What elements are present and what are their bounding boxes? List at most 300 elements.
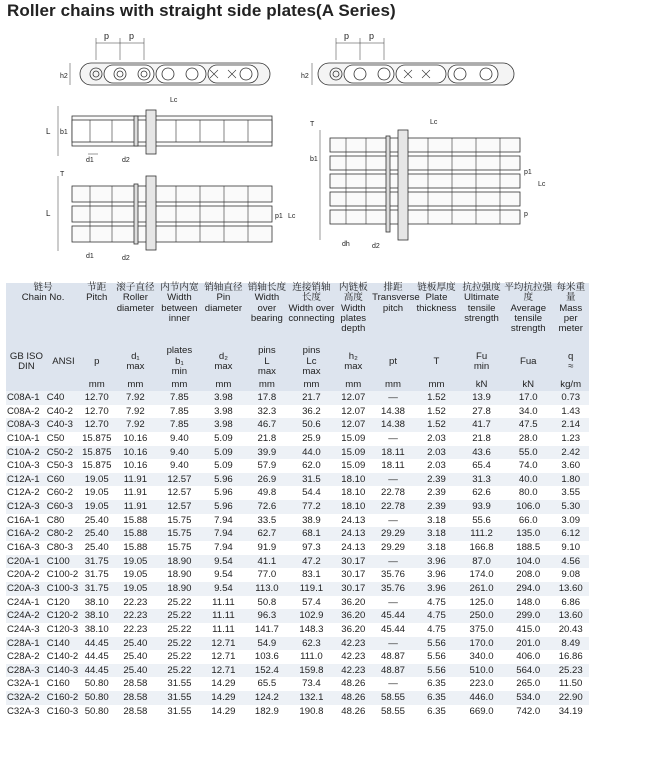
table-cell: 30.17 — [335, 582, 373, 596]
table-cell: 6.35 — [414, 677, 459, 691]
table-cell: 19.05 — [113, 582, 157, 596]
table-cell: 3.18 — [414, 514, 459, 528]
chain-no-gb-cell: C08A-2 — [6, 405, 47, 419]
table-cell: 669.0 — [459, 705, 504, 719]
symbol: Fu — [475, 350, 488, 362]
table-cell: 201.0 — [504, 637, 552, 651]
chain-no-gb-cell: C12A-3 — [6, 500, 47, 514]
table-cell: 261.0 — [459, 582, 504, 596]
table-cell: 7.85 — [157, 418, 201, 432]
label-d1: d1 — [86, 157, 94, 164]
table-cell: 87.0 — [459, 555, 504, 569]
header-chain-no — [6, 283, 80, 346]
table-cell: 5.09 — [201, 432, 245, 446]
label-T: T — [60, 171, 65, 178]
table-cell: 77.2 — [288, 500, 334, 514]
header-en: Chain No. — [21, 292, 65, 304]
table-cell: 6.35 — [414, 691, 459, 705]
header-zh: 销轴直径 — [204, 282, 243, 293]
table-cell: 188.5 — [504, 541, 552, 555]
label-Lc: Lc — [170, 97, 178, 104]
table-cell: 125.0 — [459, 596, 504, 610]
table-cell: 18.11 — [372, 459, 414, 473]
symbol-sub: max — [257, 366, 276, 378]
top-view-simplex — [46, 97, 272, 164]
table-cell: 83.1 — [288, 568, 334, 582]
table-cell: 3.98 — [201, 405, 245, 419]
table-cell: 22.23 — [113, 596, 157, 610]
table-cell: 7.85 — [157, 405, 201, 419]
table-cell: 2.39 — [414, 486, 459, 500]
table-cell: 12.70 — [80, 391, 113, 405]
header-zh: 滚子直径 — [116, 282, 155, 293]
table-cell: 38.10 — [80, 596, 113, 610]
table-cell: 31.55 — [157, 705, 201, 719]
table-cell: 6.12 — [552, 527, 589, 541]
symbol-sub: ≈ — [568, 361, 574, 372]
table-cell: 111.2 — [459, 527, 504, 541]
table-row — [6, 691, 589, 705]
table-cell: 49.8 — [245, 486, 288, 500]
table-cell: 9.40 — [157, 446, 201, 460]
table-cell: 3.55 — [552, 486, 589, 500]
header-mass-per-meter — [552, 283, 589, 346]
chain-no-ansi-cell: C140-3 — [46, 664, 79, 676]
table-row — [6, 418, 589, 432]
chain-no-gb-cell: C20A-3 — [6, 582, 47, 596]
table-cell: 6.86 — [552, 596, 589, 610]
table-cell: 174.0 — [459, 568, 504, 582]
chain-no-ansi-cell: C60-2 — [47, 486, 80, 500]
symbol: h₂ — [348, 350, 358, 362]
table-cell: 11.11 — [201, 623, 245, 637]
label-p1: p1 — [524, 169, 532, 176]
symbol-sub: max — [214, 361, 233, 372]
header-en: Width plates depth — [340, 302, 367, 335]
chain-no-ansi-cell: C60-3 — [47, 500, 80, 514]
table-cell: 38.9 — [288, 514, 334, 528]
table-cell: 21.8 — [245, 432, 288, 446]
table-cell: 446.0 — [459, 691, 504, 705]
table-cell: 10.16 — [113, 459, 157, 473]
header-row-symbols — [6, 346, 589, 378]
table-cell: 159.8 — [288, 664, 334, 678]
table-cell: 26.9 — [245, 473, 288, 487]
table-cell: 55.0 — [504, 446, 552, 460]
table-row — [6, 459, 589, 473]
symbol-cell — [245, 346, 288, 378]
symbol-cell — [372, 346, 414, 378]
table-cell: 24.13 — [335, 541, 373, 555]
table-row — [6, 664, 589, 678]
chain-no-ansi-cell: C100-2 — [46, 569, 79, 581]
header-en: Transverse pitch — [372, 292, 420, 314]
table-cell: 57.9 — [245, 459, 288, 473]
table-row — [6, 432, 589, 446]
chain-no-ansi-cell: C50-2 — [47, 446, 80, 460]
table-cell: 3.96 — [414, 582, 459, 596]
label-b1: b1 — [60, 129, 68, 136]
table-cell: 18.10 — [335, 473, 373, 487]
header-zh: 内节内宽 — [160, 282, 199, 293]
table-cell: 31.75 — [80, 568, 113, 582]
table-row — [6, 637, 589, 651]
symbol-cell — [113, 346, 157, 378]
table-cell: 45.44 — [372, 609, 414, 623]
symbol: T — [433, 355, 440, 367]
chain-no-ansi-cell: C140 — [47, 637, 80, 651]
top-view-duplex — [46, 171, 296, 262]
header-zh: 内链板高度 — [338, 282, 368, 304]
table-cell: 5.56 — [414, 637, 459, 651]
chain-no-gb-cell: C12A-2 — [6, 486, 47, 500]
table-row — [6, 391, 589, 405]
symbol-top: pins — [302, 345, 321, 357]
label-Lc: Lc — [288, 213, 296, 220]
table-cell: 11.11 — [201, 609, 245, 623]
table-cell: 1.52 — [414, 418, 459, 432]
table-cell: 12.57 — [157, 473, 201, 487]
table-cell: 42.23 — [335, 664, 373, 678]
table-cell: 12.70 — [80, 418, 113, 432]
table-cell: 47.2 — [288, 555, 334, 569]
table-cell: 18.90 — [157, 555, 201, 569]
table-row — [6, 541, 589, 555]
table-cell: 36.20 — [335, 623, 373, 637]
table-cell: 4.75 — [414, 596, 459, 610]
table-cell: 25.22 — [157, 637, 201, 651]
table-cell: 22.23 — [113, 623, 157, 637]
symbol-cell — [288, 346, 334, 378]
table-cell: 38.10 — [80, 609, 113, 623]
table-cell: 510.0 — [459, 664, 504, 678]
table-cell: 3.96 — [414, 555, 459, 569]
table-row — [6, 623, 589, 637]
table-cell: 28.58 — [113, 677, 157, 691]
chain-no-gb-cell: C08A-1 — [6, 391, 47, 405]
table-cell: 19.05 — [80, 473, 113, 487]
table-cell: 11.50 — [552, 677, 589, 691]
table-cell: 3.09 — [552, 514, 589, 528]
header-connecting-pin-length — [288, 283, 334, 346]
table-row — [6, 514, 589, 528]
table-cell: 2.39 — [414, 500, 459, 514]
table-cell: 2.03 — [414, 459, 459, 473]
chain-no-gb-cell: C16A-2 — [6, 527, 47, 541]
symbol-sub: max — [126, 361, 145, 372]
table-cell: 12.07 — [335, 418, 373, 432]
symbol-cell — [504, 346, 552, 378]
chain-no-gb-cell: C12A-1 — [6, 473, 47, 487]
label-p: p — [104, 31, 110, 41]
chain-no-ansi-cell: C100-3 — [46, 582, 79, 594]
table-cell: 5.30 — [552, 500, 589, 514]
table-cell: 148.0 — [504, 596, 552, 610]
table-cell: 5.96 — [201, 500, 245, 514]
table-row — [6, 500, 589, 514]
table-cell: 62.7 — [245, 527, 288, 541]
table-cell: 24.13 — [335, 527, 373, 541]
table-cell: 166.8 — [459, 541, 504, 555]
table-cell: 29.29 — [372, 527, 414, 541]
table-cell: 48.26 — [335, 705, 373, 719]
unit-cell: mm — [201, 378, 245, 391]
table-cell: 12.07 — [335, 391, 373, 405]
table-cell: 15.09 — [335, 459, 373, 473]
label-p: p — [129, 31, 135, 41]
side-view-simplex — [60, 31, 270, 85]
table-cell: 148.3 — [288, 623, 334, 637]
table-cell: 57.4 — [288, 596, 334, 610]
table-cell: 40.0 — [504, 473, 552, 487]
table-cell: 11.91 — [113, 486, 157, 500]
table-cell: 55.6 — [459, 514, 504, 528]
table-cell: 32.3 — [245, 405, 288, 419]
table-cell: 5.56 — [414, 650, 459, 664]
table-cell: 17.8 — [245, 391, 288, 405]
table-cell: 18.90 — [157, 582, 201, 596]
chain-no-gb-cell: C32A-3 — [6, 705, 47, 719]
table-cell: 5.56 — [414, 664, 459, 678]
symbol: p — [94, 355, 100, 367]
label-Lc: Lc — [538, 181, 546, 188]
table-cell: 9.10 — [552, 541, 589, 555]
table-cell: 80.0 — [504, 486, 552, 500]
table-cell: 29.29 — [372, 541, 414, 555]
table-cell: 18.90 — [157, 568, 201, 582]
table-cell: 44.0 — [288, 446, 334, 460]
label-d2: d2 — [122, 157, 130, 164]
table-cell: 22.78 — [372, 486, 414, 500]
label-p1: p1 — [275, 213, 283, 220]
table-cell: 106.0 — [504, 500, 552, 514]
table-cell: 12.71 — [201, 650, 245, 664]
symbol-cell — [552, 346, 589, 378]
table-cell: 18.10 — [335, 486, 373, 500]
header-zh: 抗拉强度 — [462, 282, 501, 293]
table-cell: 58.55 — [372, 705, 414, 719]
chain-no-gb-cell: C20A-2 — [6, 568, 47, 582]
header-en: Ultimate tensile strength — [463, 292, 500, 324]
chain-no-ansi-cell: C80-3 — [47, 541, 80, 555]
label-d2: d2 — [122, 255, 130, 262]
table-cell: 48.26 — [335, 691, 373, 705]
table-cell: 12.57 — [157, 486, 201, 500]
table-cell: 21.8 — [459, 432, 504, 446]
table-cell: 1.52 — [414, 391, 459, 405]
header-en: Roller diameter — [116, 292, 155, 314]
table-cell: 7.92 — [113, 391, 157, 405]
header-zh: 链板厚度 — [417, 282, 456, 293]
chain-no-ansi-cell: C50-3 — [47, 459, 80, 473]
chain-no-gb-cell: C32A-2 — [6, 691, 47, 705]
table-cell: 22.90 — [552, 691, 589, 705]
symbol-cell — [459, 346, 504, 378]
table-cell: 25.22 — [157, 609, 201, 623]
table-cell: 45.44 — [372, 623, 414, 637]
table-cell: 25.40 — [80, 527, 113, 541]
table-cell: 113.0 — [245, 582, 288, 596]
table-cell: 25.23 — [552, 664, 589, 678]
page-title: Roller chains with straight side plates(A Series) — [7, 1, 396, 20]
table-cell: 2.39 — [414, 473, 459, 487]
table-cell: 534.0 — [504, 691, 552, 705]
chain-no-ansi-cell: C120-3 — [46, 623, 79, 635]
table-cell: 62.6 — [459, 486, 504, 500]
symbol-cell — [157, 346, 201, 378]
table-cell: — — [372, 596, 414, 610]
header-en: Plate thickness — [416, 292, 457, 314]
table-cell: 5.09 — [201, 459, 245, 473]
table-cell: 50.80 — [80, 677, 113, 691]
header-en: Pin diameter — [204, 292, 243, 314]
table-cell: 14.29 — [201, 691, 245, 705]
symbol: Lc — [306, 355, 317, 367]
table-cell: 12.07 — [335, 405, 373, 419]
symbol-cell — [80, 346, 113, 378]
table-cell: 41.1 — [245, 555, 288, 569]
table-cell: 265.0 — [504, 677, 552, 691]
table-cell: 50.8 — [245, 596, 288, 610]
table-cell: 299.0 — [504, 609, 552, 623]
table-cell: 13.60 — [552, 609, 589, 623]
table-cell: 14.38 — [372, 405, 414, 419]
table-cell: 152.4 — [245, 664, 288, 678]
label-p: p — [344, 31, 350, 41]
symbol: L — [264, 355, 270, 367]
table-cell: 375.0 — [459, 623, 504, 637]
header-plate-depth — [335, 283, 373, 346]
header-zh: 链号 — [33, 282, 53, 293]
top-view-triplex — [310, 119, 546, 250]
symbol: q — [568, 350, 574, 362]
table-cell: 15.88 — [113, 527, 157, 541]
chain-no-gb-cell: C24A-3 — [6, 623, 47, 637]
header-roller-diameter — [113, 283, 157, 346]
table-cell: 42.23 — [335, 637, 373, 651]
table-cell: 14.29 — [201, 705, 245, 719]
unit-cell: kN — [459, 378, 504, 391]
unit-cell: mm — [113, 378, 157, 391]
table-row — [6, 555, 589, 569]
chain-no-gb-cell: C10A-1 — [6, 432, 47, 446]
symbol: b₁ — [175, 355, 184, 367]
unit-cell: mm — [245, 378, 288, 391]
header-gb-iso-din: GB ISO DIN — [6, 346, 47, 378]
table-cell: 31.55 — [157, 691, 201, 705]
table-cell: 12.57 — [157, 500, 201, 514]
header-en: Width over connecting — [288, 302, 335, 324]
symbol-cell — [335, 346, 373, 378]
unit-cell: mm — [157, 378, 201, 391]
chain-no-gb-cell: C20A-1 — [6, 555, 47, 569]
table-cell: 25.40 — [113, 664, 157, 678]
table-cell: 3.18 — [414, 541, 459, 555]
symbol-sub: min — [171, 366, 188, 378]
table-cell: 17.0 — [504, 391, 552, 405]
table-cell: 190.8 — [288, 705, 334, 719]
symbol-cell — [414, 346, 459, 378]
table-cell: 15.09 — [335, 432, 373, 446]
table-cell: 27.8 — [459, 405, 504, 419]
chain-no-ansi-cell: C80-2 — [47, 527, 80, 541]
table-row — [6, 705, 589, 719]
table-cell: 18.11 — [372, 446, 414, 460]
unit-cell — [6, 378, 47, 391]
table-cell: 13.60 — [552, 582, 589, 596]
table-cell: 223.0 — [459, 677, 504, 691]
table-cell: 11.91 — [113, 473, 157, 487]
unit-cell: kN — [504, 378, 552, 391]
table-cell: 44.45 — [80, 637, 113, 651]
table-cell: 6.35 — [414, 705, 459, 719]
table-cell: 25.9 — [288, 432, 334, 446]
table-cell: 19.05 — [80, 486, 113, 500]
chain-no-ansi-cell: C40-2 — [47, 405, 80, 419]
table-cell: 10.16 — [113, 446, 157, 460]
table-cell: 73.4 — [288, 677, 334, 691]
symbol-top: plates — [166, 345, 193, 357]
table-cell: 13.9 — [459, 391, 504, 405]
header-zh: 平均抗拉强度 — [504, 282, 553, 304]
table-row — [6, 609, 589, 623]
symbol: d₂ — [218, 350, 228, 362]
symbol-top: pins — [258, 345, 276, 357]
table-cell: 104.0 — [504, 555, 552, 569]
table-cell: — — [372, 637, 414, 651]
table-cell: 18.10 — [335, 500, 373, 514]
table-cell: — — [372, 677, 414, 691]
table-cell: 31.75 — [80, 582, 113, 596]
table-cell: 10.16 — [113, 432, 157, 446]
table-cell: 62.0 — [288, 459, 334, 473]
symbol-sub: max — [344, 361, 363, 372]
table-row — [6, 568, 589, 582]
table-cell: 25.40 — [113, 650, 157, 664]
table-cell: 9.54 — [201, 568, 245, 582]
table-row — [6, 527, 589, 541]
table-cell: 35.76 — [372, 568, 414, 582]
table-cell: 21.7 — [288, 391, 334, 405]
label-L: L — [46, 209, 51, 218]
table-body — [6, 391, 589, 718]
table-cell: 15.875 — [82, 460, 112, 472]
unit-cell: kg/m — [552, 378, 589, 391]
table-cell: 3.98 — [201, 418, 245, 432]
unit-cell: mm — [80, 378, 113, 391]
table-cell: 7.92 — [113, 418, 157, 432]
table-cell: 12.71 — [201, 664, 245, 678]
table-cell: 44.45 — [80, 664, 113, 678]
table-cell: 93.9 — [459, 500, 504, 514]
table-cell: 742.0 — [504, 705, 552, 719]
table-cell: 33.5 — [245, 514, 288, 528]
table-cell: 2.42 — [552, 446, 589, 460]
table-row — [6, 677, 589, 691]
table-cell: 25.22 — [157, 596, 201, 610]
chain-no-ansi-cell: C40-3 — [47, 418, 80, 432]
header-zh: 销轴长度 — [247, 282, 287, 293]
table-cell: 141.7 — [245, 623, 288, 637]
table-row — [6, 596, 589, 610]
chain-no-gb-cell: C16A-3 — [6, 541, 47, 555]
table-cell: 103.6 — [245, 650, 288, 664]
table-cell: 36.20 — [335, 596, 373, 610]
table-row — [6, 446, 589, 460]
header-en: Width over bearing — [250, 292, 283, 324]
table-cell: — — [372, 473, 414, 487]
header-average-tensile — [504, 283, 552, 346]
